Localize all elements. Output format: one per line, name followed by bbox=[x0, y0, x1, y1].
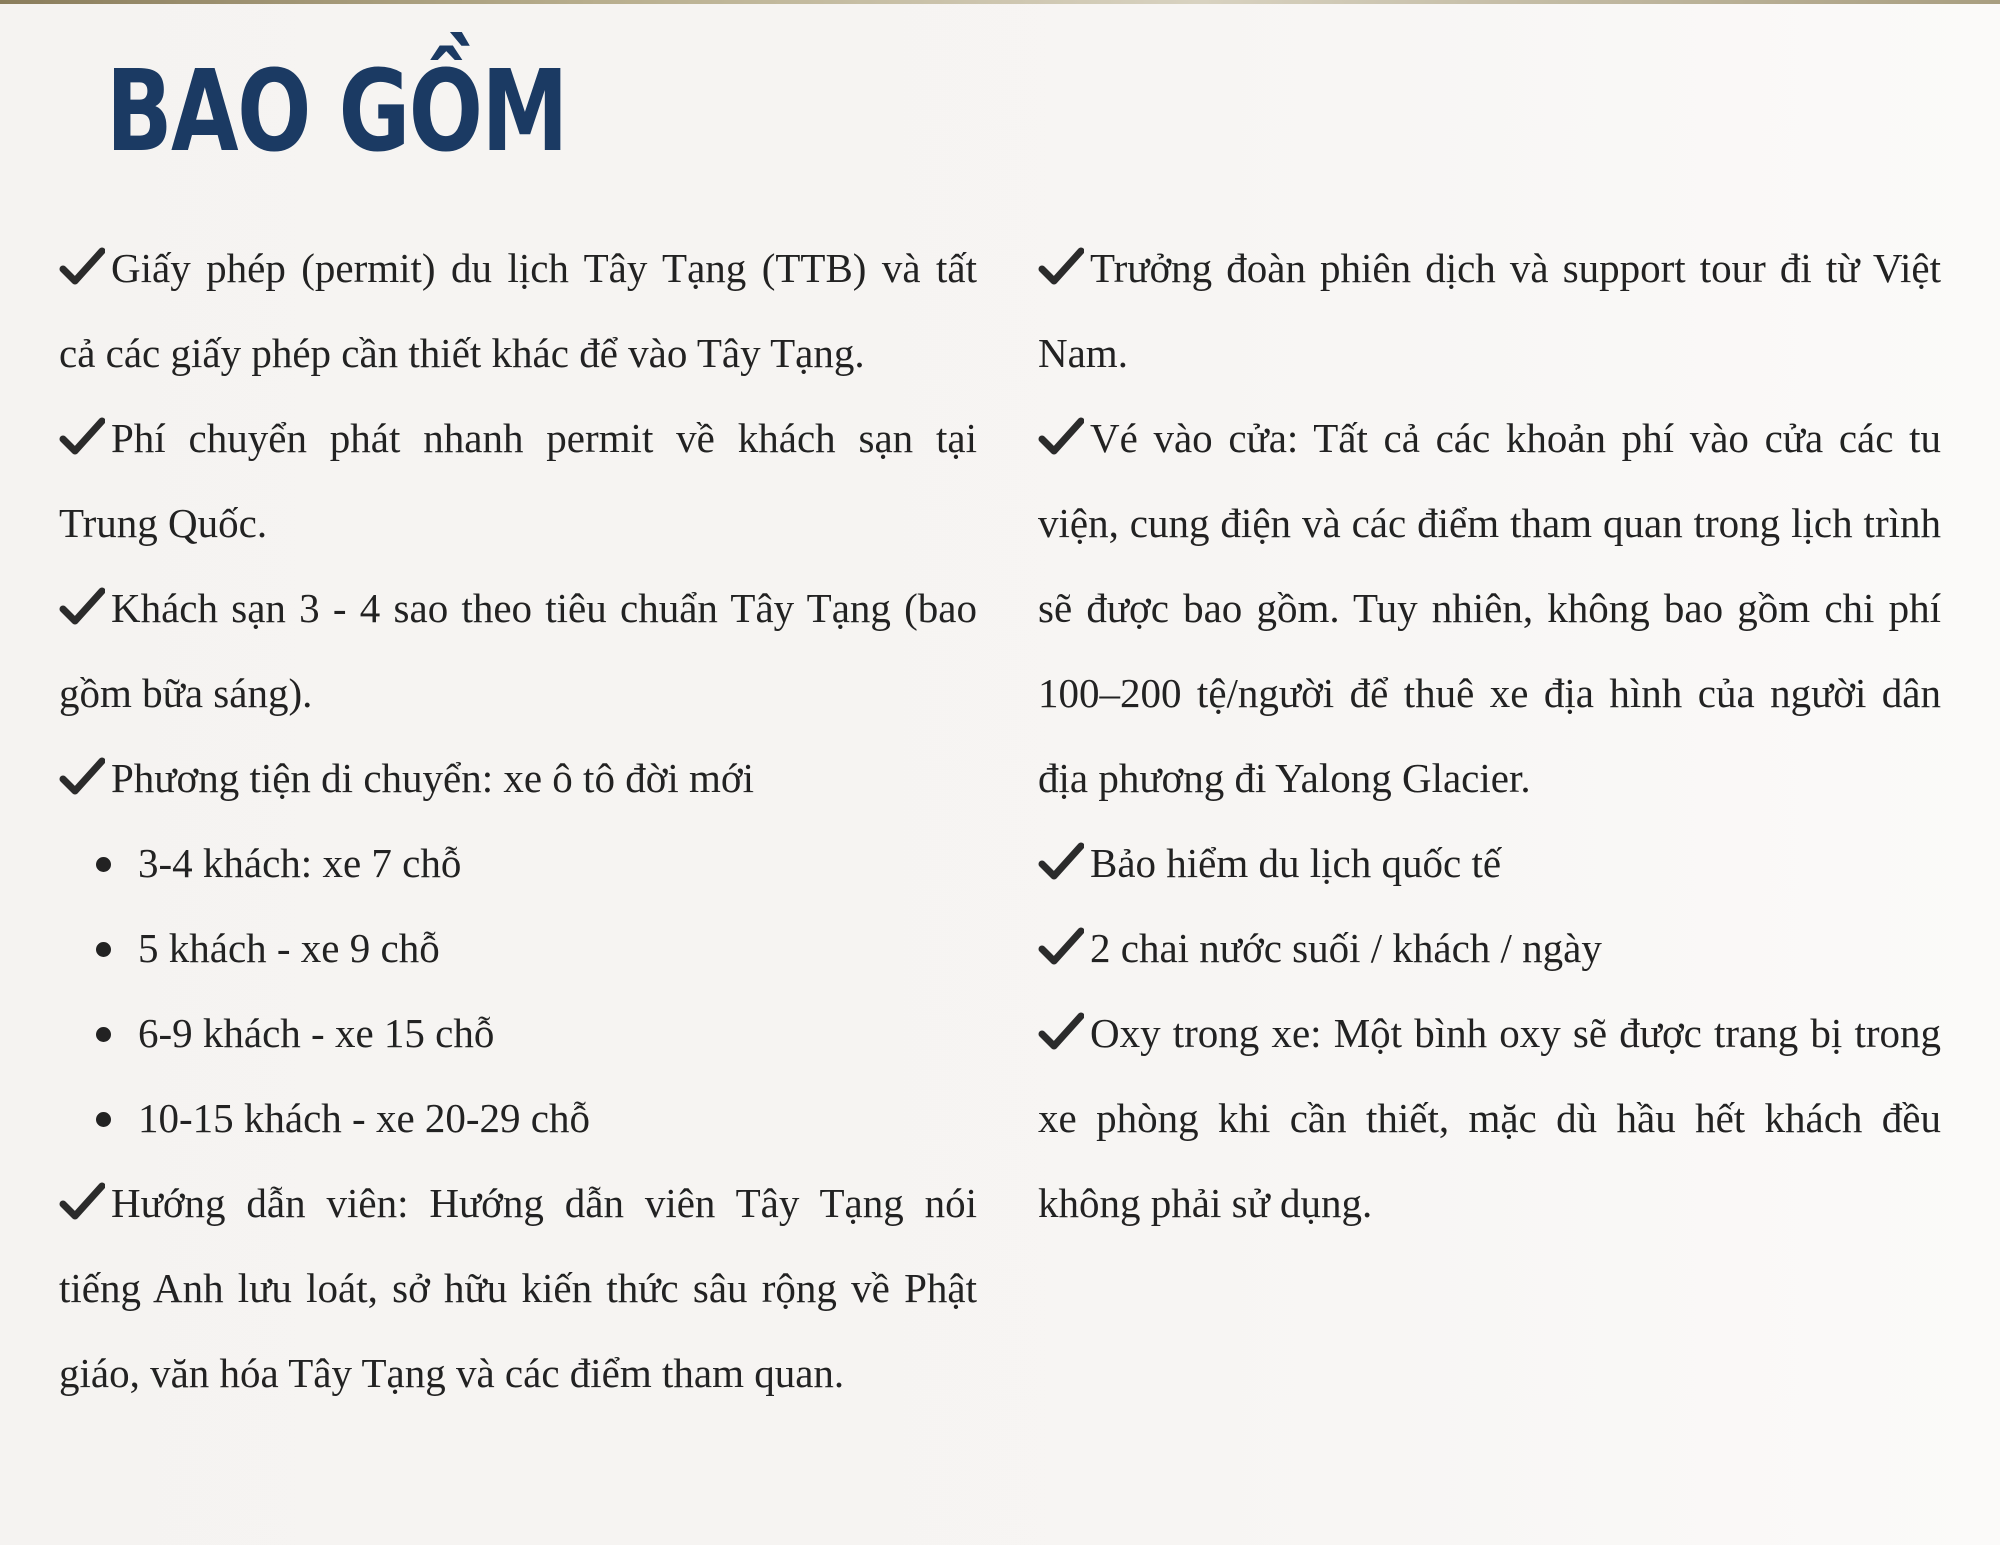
included-item-oxygen bbox=[1038, 991, 1941, 1246]
included-item-text: Phí chuyển phát nhanh permit về khách sạn tại Trung Quốc. bbox=[59, 415, 977, 546]
list-item bbox=[59, 1076, 977, 1161]
list-item bbox=[59, 821, 977, 906]
vehicle-option-text: 10-15 khách - xe 20-29 chỗ bbox=[138, 1095, 591, 1141]
check-icon bbox=[1038, 841, 1084, 881]
vehicle-option-text: 3-4 khách: xe 7 chỗ bbox=[138, 840, 462, 886]
included-item-text: Oxy trong xe: Một bình oxy sẽ được trang bị trong xe phòng khi cần thiết, mặc dù hầu hết khách đều không phải sử dụng. bbox=[1038, 1010, 1941, 1226]
check-icon bbox=[59, 1181, 105, 1221]
list-item bbox=[59, 991, 977, 1076]
included-item-text: Bảo hiểm du lịch quốc tế bbox=[1090, 840, 1502, 886]
included-item-transport bbox=[59, 736, 977, 821]
left-column bbox=[59, 226, 977, 1416]
bullet-dot-icon bbox=[96, 857, 111, 872]
included-item-insurance bbox=[1038, 821, 1941, 906]
check-icon bbox=[1038, 416, 1084, 456]
check-icon bbox=[59, 586, 105, 626]
included-item-tour-leader bbox=[1038, 226, 1941, 396]
list-item bbox=[59, 906, 977, 991]
included-item-permit bbox=[59, 226, 977, 396]
check-icon bbox=[1038, 246, 1084, 286]
included-item-entrance-fees bbox=[1038, 396, 1941, 821]
vehicle-option-text: 5 khách - xe 9 chỗ bbox=[138, 925, 440, 971]
bullet-dot-icon bbox=[96, 1027, 111, 1042]
included-item-permit-delivery bbox=[59, 396, 977, 566]
included-item-text: Vé vào cửa: Tất cả các khoản phí vào cửa các tu viện, cung điện và các điểm tham quan trong lịch trình sẽ được bao gồm. Tuy nhiên, không bao gồm chi phí 100–200 tệ/người để thuê xe địa hình của người dân địa phương đi Yalong Glacier. bbox=[1038, 415, 1941, 801]
included-item-text: Hướng dẫn viên: Hướng dẫn viên Tây Tạng nói tiếng Anh lưu loát, sở hữu kiến thức sâu rộng về Phật giáo, văn hóa Tây Tạng và các điểm tham quan. bbox=[59, 1180, 977, 1396]
check-icon bbox=[59, 246, 105, 286]
included-item-guide bbox=[59, 1161, 977, 1416]
page-title: BAO GỒM bbox=[106, 47, 567, 177]
check-icon bbox=[59, 416, 105, 456]
check-icon bbox=[59, 756, 105, 796]
right-column bbox=[1038, 226, 1941, 1246]
included-item-text: Khách sạn 3 - 4 sao theo tiêu chuẩn Tây Tạng (bao gồm bữa sáng). bbox=[59, 585, 977, 716]
included-item-hotel bbox=[59, 566, 977, 736]
check-icon bbox=[1038, 926, 1084, 966]
check-icon bbox=[1038, 1011, 1084, 1051]
bullet-dot-icon bbox=[96, 942, 111, 957]
included-item-text: 2 chai nước suối / khách / ngày bbox=[1090, 925, 1602, 971]
included-item-text: Giấy phép (permit) du lịch Tây Tạng (TTB) và tất cả các giấy phép cần thiết khác để vào Tây Tạng. bbox=[59, 245, 977, 376]
bullet-dot-icon bbox=[96, 1112, 111, 1127]
included-item-text: Trưởng đoàn phiên dịch và support tour đi từ Việt Nam. bbox=[1038, 245, 1941, 376]
included-item-water bbox=[1038, 906, 1941, 991]
included-item-text: Phương tiện di chuyển: xe ô tô đời mới bbox=[111, 755, 754, 801]
vehicle-option-text: 6-9 khách - xe 15 chỗ bbox=[138, 1010, 495, 1056]
top-border-strip bbox=[0, 0, 2000, 4]
vehicle-options-list bbox=[59, 821, 977, 1161]
